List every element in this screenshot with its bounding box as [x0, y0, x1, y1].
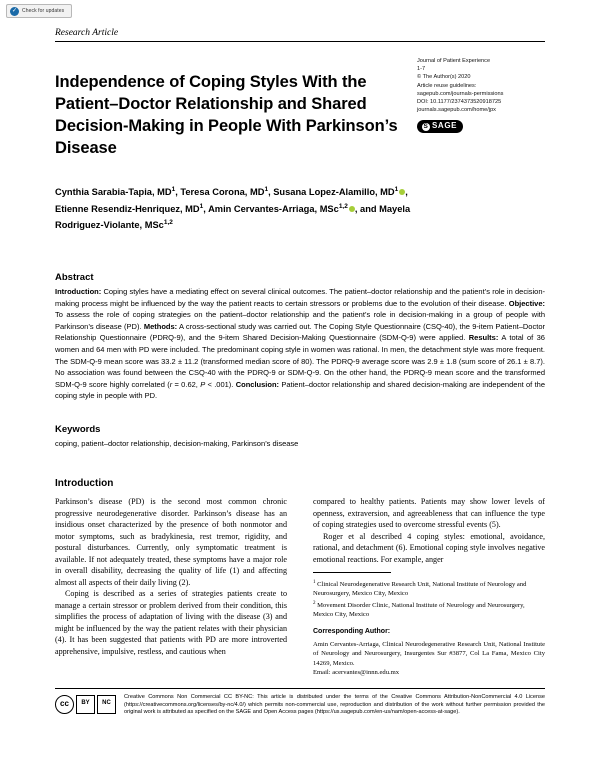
abstract-segment: ± 8.7). No association was found between the CSQ-40 with the PDRQ-9 or SDM-Q-9. On the other hand, the PDRQ-9 mean score and the transformed SDM-Q-9 score highly correlated ( [55, 356, 545, 389]
author-affiliation-marker: 1 [171, 186, 176, 193]
license-block [55, 688, 545, 717]
keywords-heading: Keywords [55, 424, 101, 435]
cc-icon: cc [55, 695, 74, 714]
body-paragraph: compared to healthy patients. Patients may show lower levels of openness, extraversion, and agreeableness that can influence the type of coping strategies used to overcome stressful events (5). [313, 497, 545, 529]
affiliation-number: 2 [313, 600, 316, 606]
author-affiliation-marker: 1 [199, 202, 204, 210]
abstract-segment: < .001). [205, 379, 236, 389]
abstract-segment: r [169, 379, 173, 389]
journal-copyright: © The Author(s) 2020 [417, 74, 471, 81]
journal-name: Journal of Patient Experience [417, 58, 491, 64]
author-affiliation-marker: 1 [264, 186, 269, 193]
body-column-right [313, 496, 545, 677]
author-name: Susana Lopez-Alamillo, MD [273, 187, 395, 198]
abstract-segment: To assess the role of coping strategies on the patient–doctor relationship and the patient’s role in decision-making in a group of people with Parkinson’s disease (PD). [55, 310, 545, 331]
journal-meta [417, 57, 547, 133]
affiliation: $^2$ Movement Disorder Clinic, National Institute of Neurology and Neurosurgery, Mexico City, Mexico [313, 600, 525, 618]
author-name: Cynthia Sarabia-Tapia, MD [55, 187, 172, 198]
abstract-segment: Methods: [143, 321, 178, 331]
abstract-segment: Coping styles have a mediating effect on several clinical outcomes. The patient–doctor relationship and the patient’s role in decision-making process might be influenced by the way the patient reacts to certain stressors or problems due to the evolution of their disease. [55, 287, 545, 308]
abstract-segment: Patient–doctor relationship and shared decision-making are independent of the coping style in people with PD. [55, 379, 545, 401]
article-type: Research Article [55, 28, 119, 38]
footnote-divider [313, 572, 391, 573]
affiliation-number: 1 [313, 580, 316, 585]
orcid-icon[interactable] [399, 189, 405, 195]
crossmark-icon: ✓ [11, 7, 18, 14]
author-name: Amin Cervantes-Arriaga, MSc [208, 203, 339, 214]
article-type-block [55, 28, 545, 42]
orcid-icon[interactable] [349, 206, 355, 212]
journal-home-link[interactable]: journals.sagepub.com/home/jpx [417, 107, 496, 114]
page-title: Independence of Coping Styles With the Patient–Doctor Relationship and Shared Decision-Making in People With Parkinson’s Disease [55, 73, 398, 158]
cc-nc-icon: NC [97, 695, 116, 714]
journal-reuse-label: Article reuse guidelines: [417, 82, 477, 89]
journal-pages: 1-7 [417, 66, 426, 73]
body-paragraph: Parkinson’s disease (PD) is the second most common chronic progressive neurodegenerative disorder. Parkinson’s disease has an insidious onset characterized by the presence of both nonmotor and motor symptoms, such as bradykinesia, rest tremor, rigidity, and postural disturbances. Currently, only symptomatic treatment is available. If not adequately treated, these symptoms have a major role in overall disability, decreasing the quality of life (1) and affecting almost all aspects of their daily living (2). [55, 497, 287, 587]
author-name: and Mayela Rodriguez-Violante, MSc [55, 203, 411, 231]
keywords-body: coping, patient–doctor relationship, decision-making, Parkinson’s disease [55, 439, 299, 448]
cc-by-icon: BY [76, 695, 95, 714]
author-affiliation-marker: 1,2 [163, 219, 173, 227]
author-name: Teresa Corona, MD [180, 187, 265, 198]
abstract-body [55, 286, 545, 402]
introduction-heading: Introduction [55, 478, 114, 489]
crossmark-label: Check for updates [22, 8, 65, 14]
corresponding-author-address: Amin Cervantes-Arriaga, Clinical Neurodegenerative Research Unit, National Institute of Neurology and Neurosurgery, Insurgentes Sur #3877, Col La Fama, Mexico City 14269, Mexico. [313, 640, 545, 667]
sage-logo [417, 120, 463, 133]
corresponding-author-heading: Corresponding Author: [313, 628, 391, 636]
affiliation: $^1$ Clinical Neurodegenerative Research Unit, National Institute of Neurology and Neurosurgery, Mexico City, Mexico [313, 580, 527, 598]
crossmark-badge[interactable] [6, 4, 72, 18]
abstract-segment: A total of 36 women and 64 men with PD were included. The predominant coping style in women was rational. In men, the detachment style was more frequent. The SDM-Q-9 mean score was 33.2 [55, 333, 545, 366]
body-paragraph: Roger et al described 4 coping styles: emotional, avoidance, rational, and detachment (6). Emotional coping style involves negative emotional reactions. For example, anger [313, 531, 545, 564]
abstract-segment: Results: [468, 333, 499, 343]
abstract-segment: ± 11.2 (transformed median score of 80). The PDRQ-9 average score was 2.9 [177, 356, 440, 366]
body-paragraph: Coping is described as a series of strategies patients create to manage a certain stressor or problem derived from their condition, this simplifies the process of adaptation of living with the disease (3) and might be influenced by the way the patient relates with their physician (4). It has been suggested that patients with PD are more introverted apprehensive, impulsive, restless, and cautious when [55, 589, 287, 656]
license-text: Creative Commons Non Commercial CC BY-NC: This article is distributed under the terms of the Creative Commons Attribution-NonCommercial 4.0 License (https://creativecommons.org/licenses/by-nc/4.0/) which permits non-commercial use, reproduction and distribution of the work without further permission provided the original work is attributed as specified on the SAGE and Open Access pages (https://us.sagepub.com/en-us/nam/open-access-at-sage). [124, 694, 545, 716]
abstract-segment: Conclusion: [235, 379, 280, 389]
abstract-segment: ± 1.8 (sum score of 26.1 [439, 356, 524, 366]
journal-doi[interactable]: DOI: 10.1177/2374373520918725 [417, 99, 502, 106]
author-affiliation-marker: 1 [394, 186, 399, 193]
abstract-segment: Objective: [508, 298, 545, 308]
author-affiliation-marker: 1,2 [338, 202, 348, 210]
corresponding-author-email[interactable]: Email: acervantes@innn.edu.mx [313, 668, 400, 676]
abstract-segment: Introduction: [55, 287, 102, 296]
sage-logo-text: SAGE [432, 121, 458, 131]
author-list: Cynthia Sarabia-Tapia, $MD^1$, Teresa Corona, $MD^1$, Susana Lopez-Alamillo, $MD^1$ , Etienne Resendiz-Henriquez, $MD^1$, Amin Cervantes-Arriaga, MSc$^{1,2}$ , and Mayela Rodriguez-Violante, MSc$^{1,2}$ [55, 186, 411, 231]
abstract-heading: Abstract [55, 272, 94, 283]
abstract-segment: P [200, 379, 206, 389]
abstract-segment: = 0.62, [172, 379, 201, 389]
header-divider [55, 41, 545, 42]
cc-badges [55, 694, 116, 717]
journal-permissions-link[interactable]: sagepub.com/journals-permissions [417, 90, 504, 97]
abstract-segment: A cross-sectional study was carried out. The Coping Style Questionnaire (CSQ-40), the 9-item Patient–Doctor Relationship Questionnaire (PDRQ-9), and the 9-item Shared Decision-Making Questionnaire (SDM-Q-9) were applied. [55, 321, 545, 343]
sage-mark-icon: S [423, 123, 429, 131]
author-name: Etienne Resendiz-Henriquez, MD [55, 203, 200, 214]
body-column-left [55, 496, 287, 657]
